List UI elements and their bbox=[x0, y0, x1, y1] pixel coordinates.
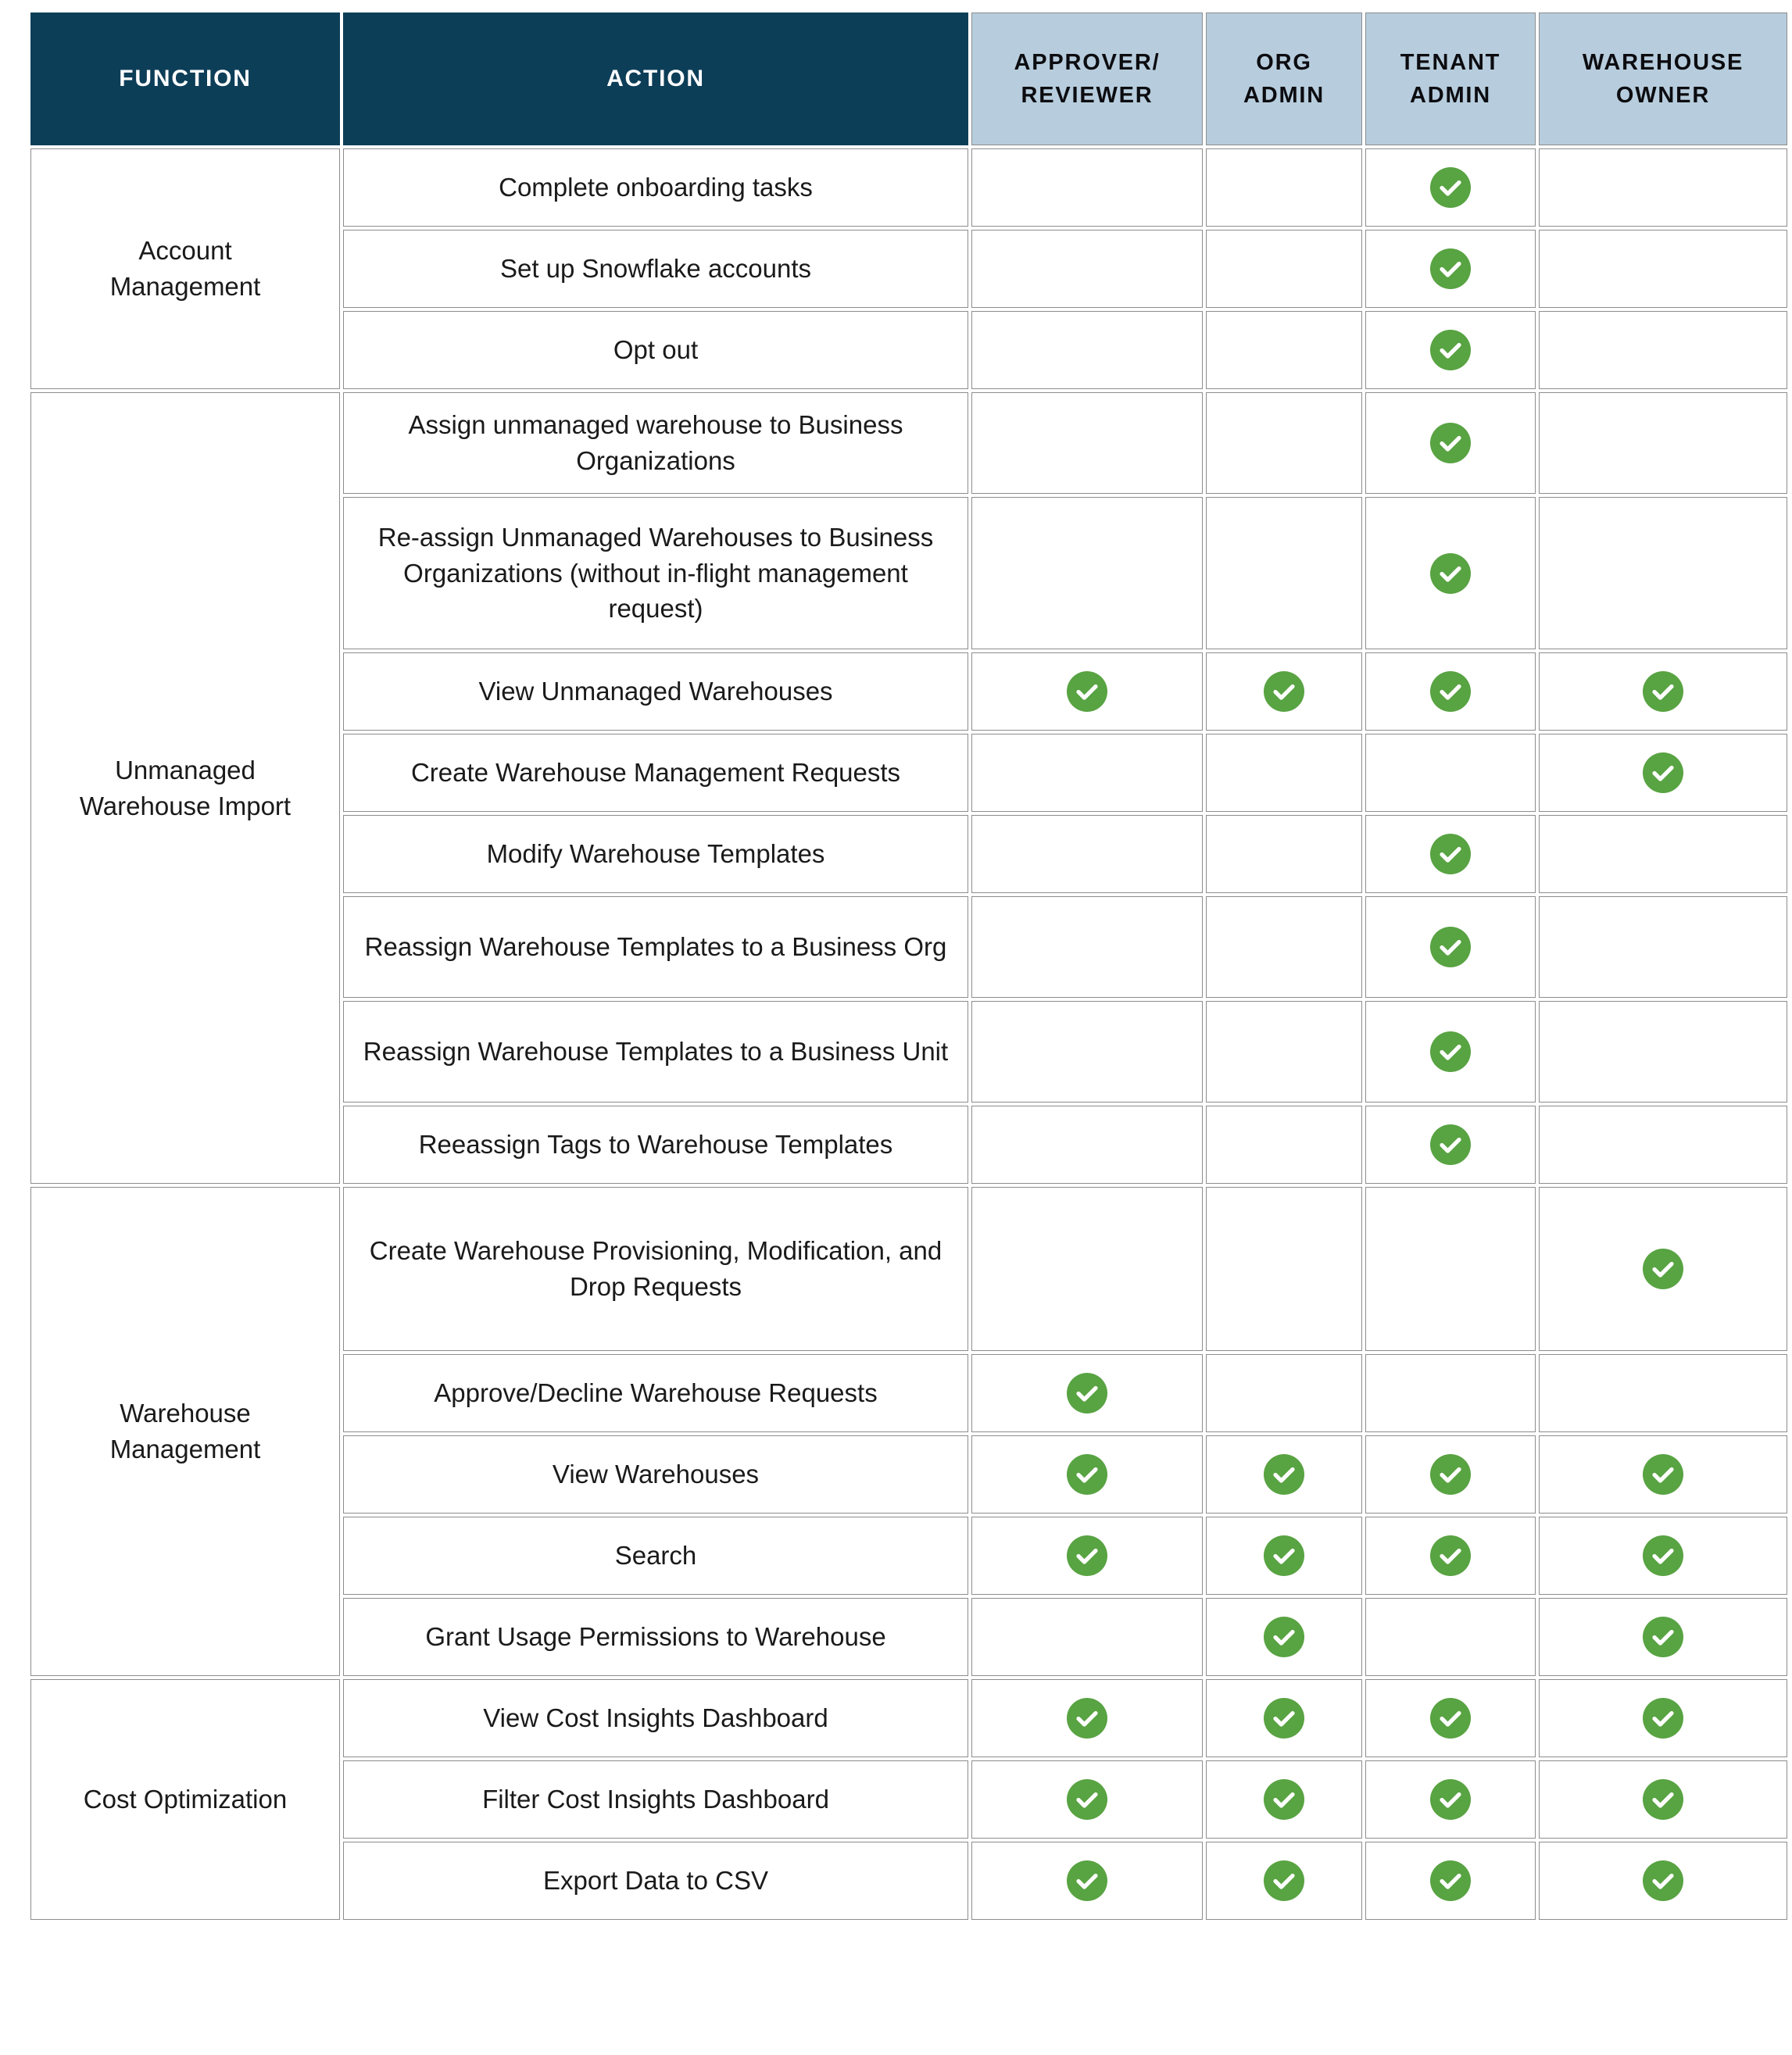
check-circle-icon bbox=[1643, 752, 1683, 793]
table-row bbox=[30, 1679, 1787, 1757]
function-group-label: Cost Optimization bbox=[30, 1679, 340, 1920]
permission-cell-warehouse bbox=[1539, 1679, 1787, 1757]
permission-cell-warehouse bbox=[1539, 896, 1787, 998]
permission-cell-warehouse bbox=[1539, 1001, 1787, 1103]
check-circle-icon bbox=[1067, 1535, 1107, 1576]
permission-cell-org bbox=[1206, 311, 1362, 389]
permission-cell-org bbox=[1206, 1435, 1362, 1514]
check-circle-icon bbox=[1264, 1779, 1304, 1820]
permission-cell-org bbox=[1206, 392, 1362, 494]
action-label: Complete onboarding tasks bbox=[343, 148, 968, 227]
permission-cell-approver bbox=[971, 1760, 1203, 1839]
permission-cell-warehouse bbox=[1539, 311, 1787, 389]
column-header-warehouse: WAREHOUSE OWNER bbox=[1539, 13, 1787, 145]
permissions-matrix-table bbox=[27, 9, 1790, 1923]
permission-cell-org bbox=[1206, 896, 1362, 998]
action-label: Filter Cost Insights Dashboard bbox=[343, 1760, 968, 1839]
column-header-org: ORG ADMIN bbox=[1206, 13, 1362, 145]
permission-cell-tenant bbox=[1365, 1001, 1536, 1103]
check-circle-icon bbox=[1643, 1535, 1683, 1576]
check-circle-icon bbox=[1264, 1454, 1304, 1495]
permission-cell-approver bbox=[971, 1354, 1203, 1432]
permission-cell-warehouse bbox=[1539, 1106, 1787, 1184]
column-header-action: ACTION bbox=[343, 13, 968, 145]
check-circle-icon bbox=[1264, 1698, 1304, 1739]
permission-cell-org bbox=[1206, 1679, 1362, 1757]
action-label: Reeassign Tags to Warehouse Templates bbox=[343, 1106, 968, 1184]
permission-cell-warehouse bbox=[1539, 1187, 1787, 1351]
check-circle-icon bbox=[1264, 1860, 1304, 1901]
action-label: Re-assign Unmanaged Warehouses to Business Organizations (without in-flight management request) bbox=[343, 497, 968, 649]
table-body bbox=[30, 148, 1787, 1920]
permission-cell-tenant bbox=[1365, 815, 1536, 893]
permission-cell-tenant bbox=[1365, 1598, 1536, 1676]
check-circle-icon bbox=[1430, 927, 1471, 967]
permission-cell-warehouse bbox=[1539, 1517, 1787, 1595]
permission-cell-warehouse bbox=[1539, 230, 1787, 308]
table-row bbox=[30, 148, 1787, 227]
check-circle-icon bbox=[1643, 1617, 1683, 1657]
permission-cell-warehouse bbox=[1539, 652, 1787, 731]
check-circle-icon bbox=[1430, 1698, 1471, 1739]
action-label: Grant Usage Permissions to Warehouse bbox=[343, 1598, 968, 1676]
check-circle-icon bbox=[1067, 671, 1107, 712]
check-circle-icon bbox=[1430, 1454, 1471, 1495]
table-row bbox=[30, 1187, 1787, 1351]
action-label: Export Data to CSV bbox=[343, 1842, 968, 1920]
header-row bbox=[30, 13, 1787, 145]
permission-cell-approver bbox=[971, 896, 1203, 998]
check-circle-icon bbox=[1430, 167, 1471, 208]
action-label: View Cost Insights Dashboard bbox=[343, 1679, 968, 1757]
action-label: Search bbox=[343, 1517, 968, 1595]
check-circle-icon bbox=[1430, 1031, 1471, 1072]
permission-cell-approver bbox=[971, 230, 1203, 308]
permission-cell-tenant bbox=[1365, 1106, 1536, 1184]
permission-cell-approver bbox=[971, 1187, 1203, 1351]
permission-cell-warehouse bbox=[1539, 148, 1787, 227]
column-header-function: FUNCTION bbox=[30, 13, 340, 145]
table-header bbox=[30, 13, 1787, 145]
permission-cell-tenant bbox=[1365, 1517, 1536, 1595]
permission-cell-approver bbox=[971, 815, 1203, 893]
permission-cell-warehouse bbox=[1539, 1598, 1787, 1676]
function-group-label: Warehouse Management bbox=[30, 1187, 340, 1676]
column-header-approver: APPROVER/ REVIEWER bbox=[971, 13, 1203, 145]
check-circle-icon bbox=[1643, 1779, 1683, 1820]
check-circle-icon bbox=[1643, 1454, 1683, 1495]
check-circle-icon bbox=[1430, 1860, 1471, 1901]
column-header-tenant: TENANT ADMIN bbox=[1365, 13, 1536, 145]
check-circle-icon bbox=[1430, 671, 1471, 712]
permission-cell-org bbox=[1206, 652, 1362, 731]
check-circle-icon bbox=[1430, 1535, 1471, 1576]
function-group-label: Account Management bbox=[30, 148, 340, 389]
action-label: Create Warehouse Provisioning, Modification, and Drop Requests bbox=[343, 1187, 968, 1351]
action-label: Set up Snowflake accounts bbox=[343, 230, 968, 308]
permission-cell-approver bbox=[971, 148, 1203, 227]
check-circle-icon bbox=[1264, 671, 1304, 712]
permission-cell-approver bbox=[971, 497, 1203, 649]
permission-cell-warehouse bbox=[1539, 497, 1787, 649]
permission-cell-org bbox=[1206, 1598, 1362, 1676]
permission-cell-org bbox=[1206, 230, 1362, 308]
permission-cell-approver bbox=[971, 392, 1203, 494]
permission-cell-tenant bbox=[1365, 1842, 1536, 1920]
check-circle-icon bbox=[1067, 1779, 1107, 1820]
permission-cell-org bbox=[1206, 1517, 1362, 1595]
permission-cell-org bbox=[1206, 1354, 1362, 1432]
action-label: Assign unmanaged warehouse to Business Organizations bbox=[343, 392, 968, 494]
permission-cell-warehouse bbox=[1539, 1435, 1787, 1514]
permission-cell-approver bbox=[971, 652, 1203, 731]
permission-cell-approver bbox=[971, 311, 1203, 389]
permission-cell-org bbox=[1206, 1001, 1362, 1103]
permission-cell-warehouse bbox=[1539, 1760, 1787, 1839]
action-label: Modify Warehouse Templates bbox=[343, 815, 968, 893]
permission-cell-tenant bbox=[1365, 148, 1536, 227]
permission-cell-org bbox=[1206, 815, 1362, 893]
permission-cell-tenant bbox=[1365, 1187, 1536, 1351]
check-circle-icon bbox=[1430, 1779, 1471, 1820]
permission-cell-warehouse bbox=[1539, 734, 1787, 812]
permission-cell-tenant bbox=[1365, 1354, 1536, 1432]
action-label: Reassign Warehouse Templates to a Business Unit bbox=[343, 1001, 968, 1103]
permission-cell-org bbox=[1206, 1187, 1362, 1351]
permission-cell-tenant bbox=[1365, 1679, 1536, 1757]
check-circle-icon bbox=[1643, 1860, 1683, 1901]
action-label: Opt out bbox=[343, 311, 968, 389]
check-circle-icon bbox=[1067, 1373, 1107, 1413]
table-row bbox=[30, 392, 1787, 494]
action-label: View Warehouses bbox=[343, 1435, 968, 1514]
permission-cell-tenant bbox=[1365, 230, 1536, 308]
permission-cell-org bbox=[1206, 148, 1362, 227]
permission-cell-tenant bbox=[1365, 392, 1536, 494]
permission-cell-approver bbox=[971, 1435, 1203, 1514]
permission-cell-tenant bbox=[1365, 497, 1536, 649]
check-circle-icon bbox=[1643, 1249, 1683, 1289]
permission-cell-warehouse bbox=[1539, 1354, 1787, 1432]
action-label: View Unmanaged Warehouses bbox=[343, 652, 968, 731]
permission-cell-approver bbox=[971, 1001, 1203, 1103]
permission-cell-org bbox=[1206, 1106, 1362, 1184]
permission-cell-warehouse bbox=[1539, 392, 1787, 494]
permission-cell-tenant bbox=[1365, 896, 1536, 998]
permission-cell-tenant bbox=[1365, 1760, 1536, 1839]
action-label: Reassign Warehouse Templates to a Business Org bbox=[343, 896, 968, 998]
check-circle-icon bbox=[1430, 834, 1471, 874]
permission-cell-approver bbox=[971, 1106, 1203, 1184]
check-circle-icon bbox=[1430, 1124, 1471, 1165]
permission-cell-org bbox=[1206, 497, 1362, 649]
check-circle-icon bbox=[1067, 1454, 1107, 1495]
action-label: Approve/Decline Warehouse Requests bbox=[343, 1354, 968, 1432]
permission-cell-tenant bbox=[1365, 311, 1536, 389]
permission-cell-warehouse bbox=[1539, 815, 1787, 893]
permission-cell-tenant bbox=[1365, 1435, 1536, 1514]
check-circle-icon bbox=[1643, 1698, 1683, 1739]
permission-cell-org bbox=[1206, 1760, 1362, 1839]
permission-cell-approver bbox=[971, 1517, 1203, 1595]
permission-cell-approver bbox=[971, 1842, 1203, 1920]
permission-cell-approver bbox=[971, 1598, 1203, 1676]
check-circle-icon bbox=[1067, 1860, 1107, 1901]
permission-cell-tenant bbox=[1365, 652, 1536, 731]
action-label: Create Warehouse Management Requests bbox=[343, 734, 968, 812]
check-circle-icon bbox=[1264, 1617, 1304, 1657]
check-circle-icon bbox=[1430, 423, 1471, 463]
check-circle-icon bbox=[1264, 1535, 1304, 1576]
check-circle-icon bbox=[1067, 1698, 1107, 1739]
permission-cell-warehouse bbox=[1539, 1842, 1787, 1920]
permission-cell-org bbox=[1206, 734, 1362, 812]
check-circle-icon bbox=[1430, 553, 1471, 594]
function-group-label: Unmanaged Warehouse Import bbox=[30, 392, 340, 1184]
permission-cell-tenant bbox=[1365, 734, 1536, 812]
check-circle-icon bbox=[1643, 671, 1683, 712]
permission-cell-approver bbox=[971, 734, 1203, 812]
permission-cell-approver bbox=[971, 1679, 1203, 1757]
check-circle-icon bbox=[1430, 330, 1471, 370]
permission-cell-org bbox=[1206, 1842, 1362, 1920]
check-circle-icon bbox=[1430, 248, 1471, 289]
